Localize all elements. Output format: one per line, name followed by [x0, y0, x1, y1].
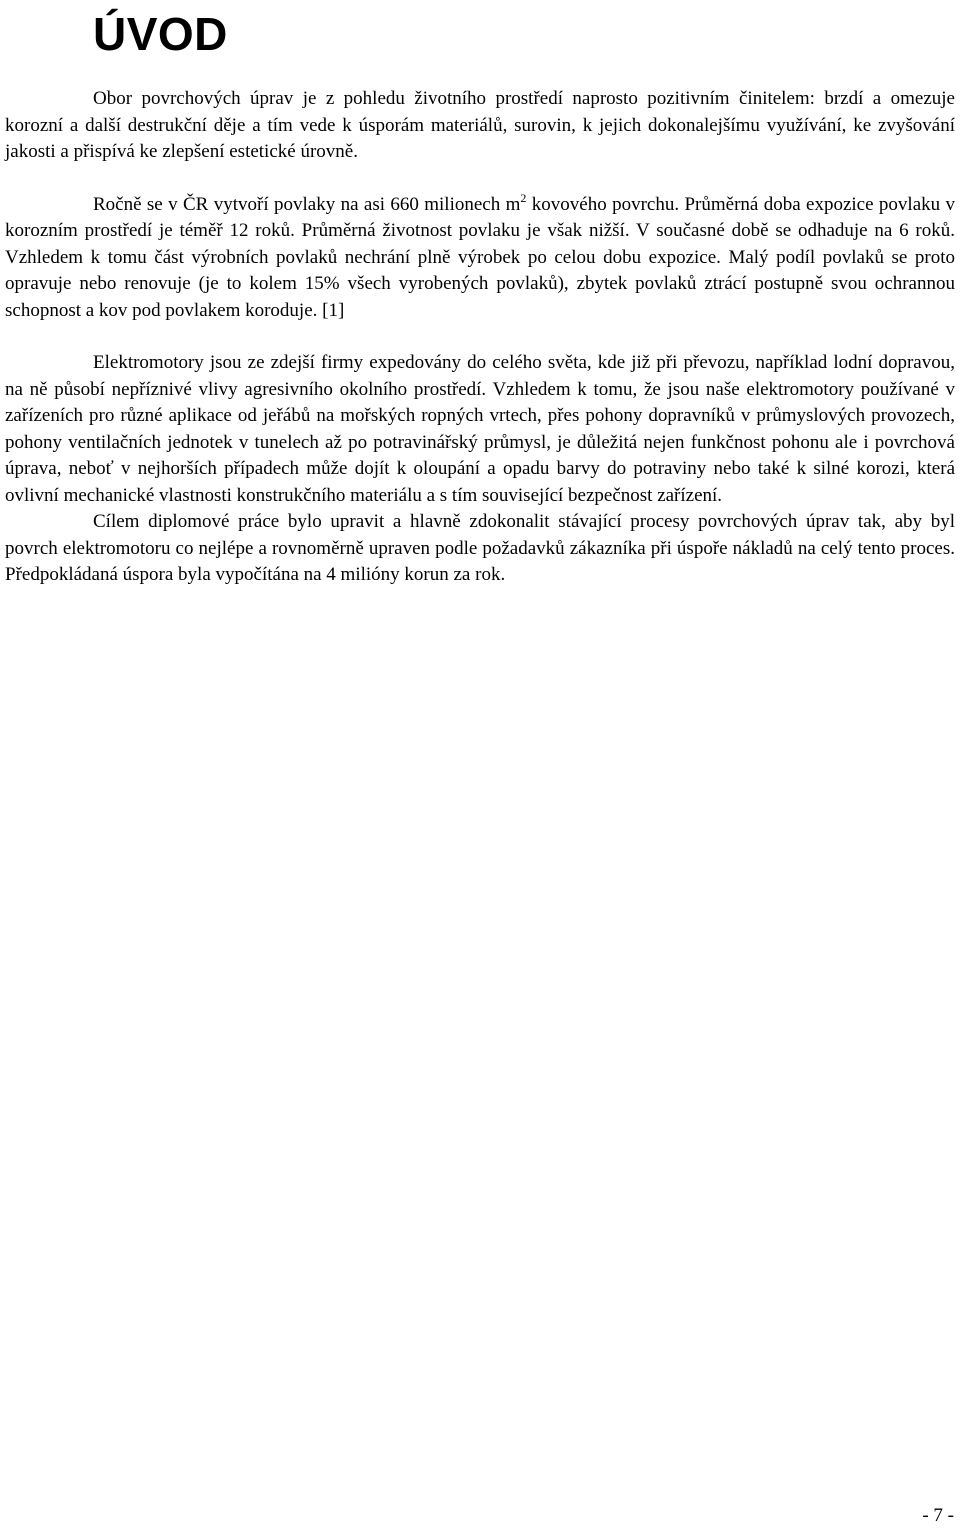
paragraph-thesis-goal: Cílem diplomové práce bylo upravit a hlavně zdokonalit stávající procesy povrchových úprav tak, aby byl povrch elektromotoru co nejlépe a rovnoměrně upraven podle požadavků zákazníka při úspoře nákladů na celý tento proces. Předpokládaná úspora byla vypočítána na 4 milióny korun za rok. [5, 511, 955, 585]
paragraph-intro: Obor povrchových úprav je z pohledu životního prostředí naprosto pozitivním činitelem: brzdí a omezuje korozní a další destrukční děje a tím vede k úsporám materiálů, surovin, k jejich dokonalejšímu využívání, ke zvyšování jakosti a přispívá ke zlepšení estetické úrovně. [5, 88, 955, 162]
paragraph-coating-text-end: kovového povrchu. Průměrná doba expozice povlaku v korozním prostředí je téměř 12 roků. Průměrná životnost povlaku je však nižší. V současné době se odhaduje na 6 roků. Vzhledem k tomu část výrobních povlaků nechrání plně výrobek po celou dobu expozice. Malý podíl povlaků se proto opravuje nebo renovuje (je to kolem 15% všech vyrobených povlaků), zbytek povlaků ztrácí postupně svou ochrannou schopnost a kov pod povlakem koroduje. [1] [5, 193, 956, 321]
paragraph-electromotors: Elektromotory jsou ze zdejší firmy expedovány do celého světa, kde již při převozu, například lodní dopravou, na ně působí nepříznivé vlivy agresivního okolního prostředí. Vzhledem k tomu, že jsou naše elektromotory používané v zařízeních pro různé aplikace od jeřábů na mořských ropných vrtech, přes pohony dopravníků v průmyslových provozech, pohony ventilačních jednotek v tunelech až po potravinářský průmysl, je důležitá nejen funkčnost pohonu ale i povrchová úprava, neboť v nejhorších případech může dojít k oloupání a opadu barvy do potraviny nebo také k silné korozi, která ovlivní mechanické vlastnosti konstrukčního materiálu a s tím související bezpečnost zařízení. [5, 352, 955, 506]
paragraph-coating-text-start: Ročně se v ČR vytvoří povlaky na asi 660 milionech m [93, 193, 521, 215]
page-number: - 7 - [922, 1505, 954, 1526]
page-title: ÚVOD [93, 8, 228, 60]
superscript-exponent: 2 [520, 190, 527, 205]
document-body [5, 86, 955, 589]
paragraph-coating-statistics [5, 192, 955, 325]
